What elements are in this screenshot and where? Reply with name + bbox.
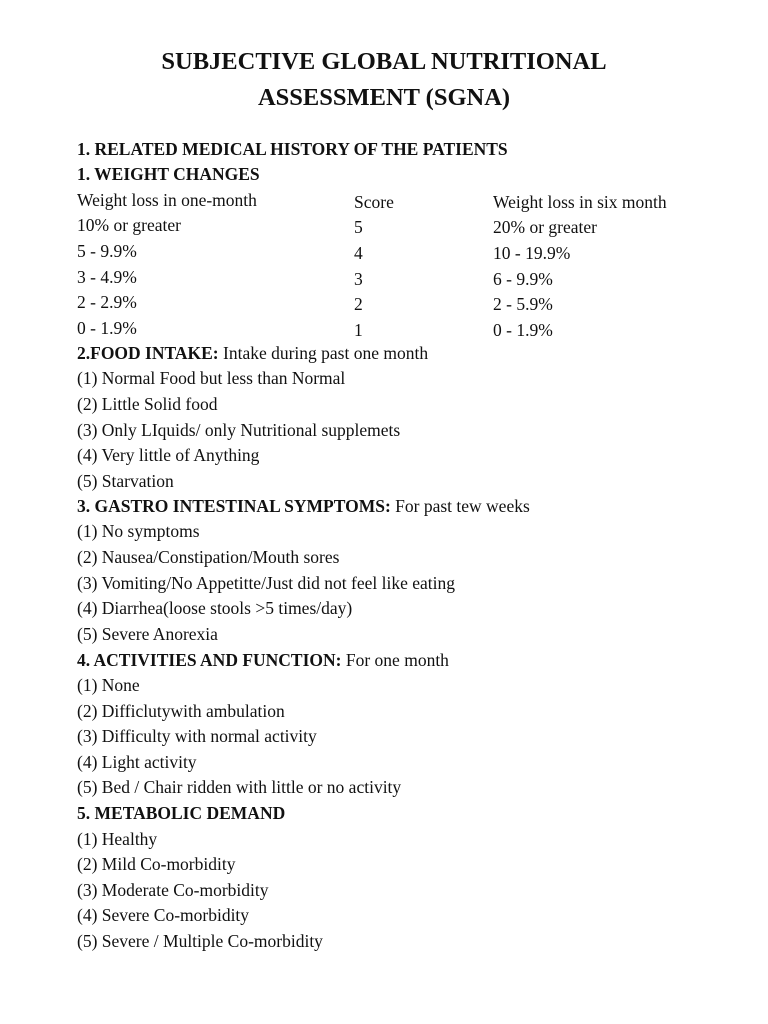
list-item: (1) No symptoms xyxy=(77,521,200,541)
list-item: (4) Very little of Anything xyxy=(77,445,260,465)
list-item: (3) Moderate Co-morbidity xyxy=(77,880,269,900)
list-item: (1) Normal Food but less than Normal xyxy=(77,368,346,388)
one-month-value: 2 - 2.9% xyxy=(77,292,137,312)
score-value: 4 xyxy=(354,243,363,263)
six-month-value: 0 - 1.9% xyxy=(493,320,553,340)
gastro-label: 3. GASTRO INTESTINAL SYMPTOMS: xyxy=(77,496,391,516)
activities-heading xyxy=(77,650,449,671)
weight-table-row xyxy=(77,318,697,342)
weight-table-row xyxy=(77,292,697,316)
gastro-heading xyxy=(77,496,530,517)
metabolic-heading: 5. METABOLIC DEMAND xyxy=(77,803,286,823)
six-month-value: 20% or greater xyxy=(493,217,597,237)
food-intake-heading xyxy=(77,343,428,364)
list-item: (3) Vomiting/No Appetitte/Just did not feel like eating xyxy=(77,573,455,593)
list-item: (3) Only LIquids/ only Nutritional supplemets xyxy=(77,420,401,440)
six-month-value: 10 - 19.9% xyxy=(493,243,571,263)
food-intake-label: 2.FOOD INTAKE: xyxy=(77,343,219,363)
list-item: (2) Mild Co-morbidity xyxy=(77,854,236,874)
list-item: (1) Healthy xyxy=(77,829,158,849)
one-month-value: 5 - 9.9% xyxy=(77,241,137,261)
title-line-1: SUBJECTIVE GLOBAL NUTRITIONAL xyxy=(161,48,607,75)
score-value: 5 xyxy=(354,217,363,237)
list-item: (2) Difficlutywith ambulation xyxy=(77,701,285,721)
header-six-month: Weight loss in six month xyxy=(493,192,667,212)
six-month-value: 6 - 9.9% xyxy=(493,269,553,289)
one-month-value: 10% or greater xyxy=(77,215,181,235)
weight-table-row xyxy=(77,241,697,265)
score-value: 2 xyxy=(354,294,363,314)
title-line-2: ASSESSMENT (SGNA) xyxy=(257,84,511,111)
six-month-value: 2 - 5.9% xyxy=(493,294,553,314)
list-item: (3) Difficulty with normal activity xyxy=(77,726,317,746)
activities-subtitle: For one month xyxy=(341,650,449,670)
weight-table-row xyxy=(77,215,697,239)
document-title xyxy=(0,44,768,116)
weight-table-row xyxy=(77,267,697,291)
gastro-subtitle: For past tew weeks xyxy=(390,496,530,516)
list-item: (5) Severe / Multiple Co-morbidity xyxy=(77,931,323,951)
one-month-value: 0 - 1.9% xyxy=(77,318,137,338)
header-one-month: Weight loss in one-month xyxy=(77,190,257,210)
list-item: (5) Bed / Chair ridden with little or no activity xyxy=(77,777,402,797)
list-item: (2) Nausea/Constipation/Mouth sores xyxy=(77,547,340,567)
list-item: (4) Severe Co-morbidity xyxy=(77,905,250,925)
section-heading-medical-history: 1. RELATED MEDICAL HISTORY OF THE PATIENTS xyxy=(77,139,508,159)
weight-table-header xyxy=(77,190,697,214)
list-item: (4) Diarrhea(loose stools >5 times/day) xyxy=(77,598,353,618)
list-item: (1) None xyxy=(77,675,140,695)
list-item: (2) Little Solid food xyxy=(77,394,218,414)
score-value: 3 xyxy=(354,269,363,289)
one-month-value: 3 - 4.9% xyxy=(77,267,137,287)
section-heading-weight-changes: 1. WEIGHT CHANGES xyxy=(77,164,260,184)
list-item: (5) Severe Anorexia xyxy=(77,624,218,644)
food-intake-subtitle: Intake during past one month xyxy=(218,343,429,363)
activities-label: 4. ACTIVITIES AND FUNCTION: xyxy=(77,650,342,670)
score-value: 1 xyxy=(354,320,363,340)
list-item: (5) Starvation xyxy=(77,471,174,491)
header-score: Score xyxy=(354,192,394,212)
list-item: (4) Light activity xyxy=(77,752,197,772)
